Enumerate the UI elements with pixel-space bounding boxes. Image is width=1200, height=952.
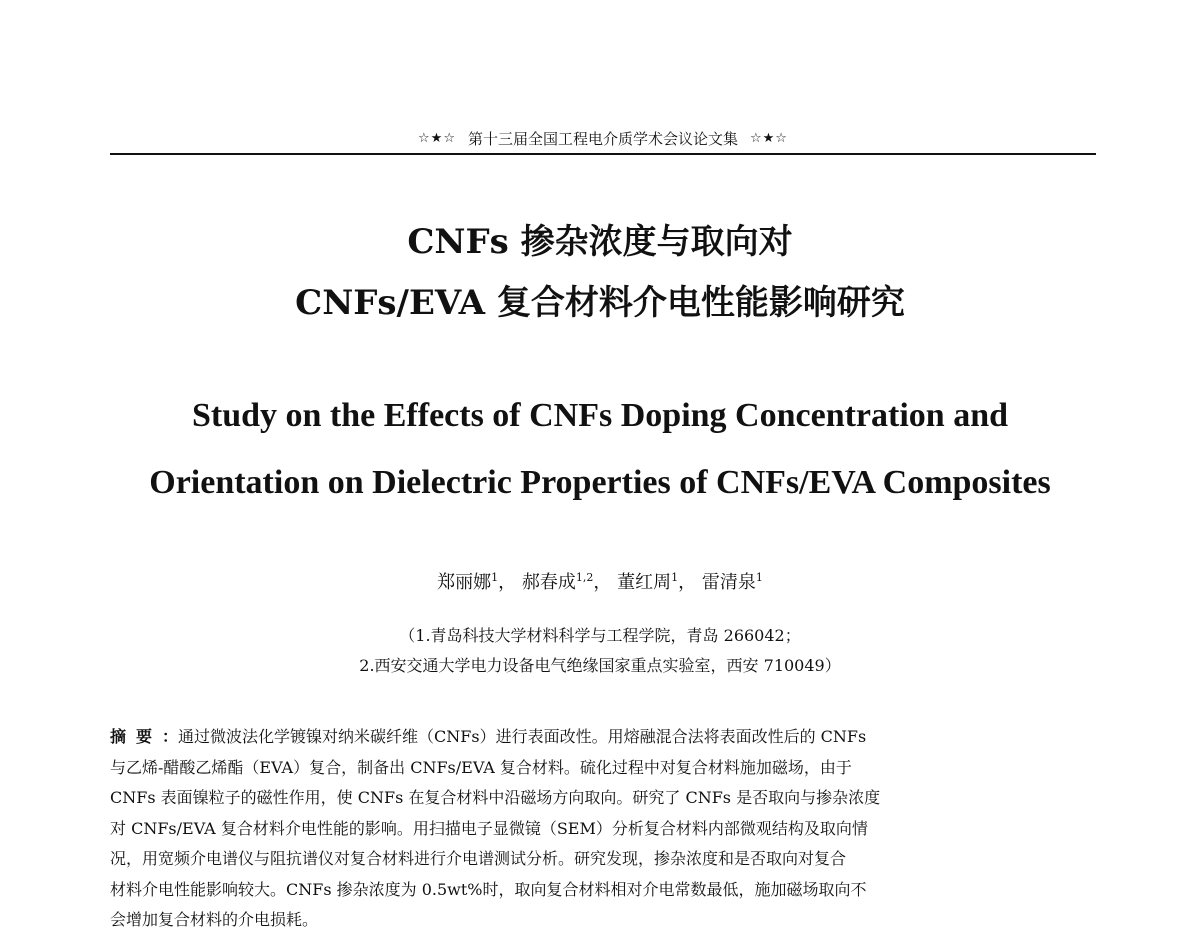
english-title-line-2: Orientation on Dielectric Properties of CNFs/EVA Composites bbox=[149, 464, 1051, 501]
abstract-line: 会增加复合材料的介电损耗。 bbox=[110, 910, 319, 929]
proceedings-title: 第十三届全国工程电介质学术会议论文集 bbox=[467, 130, 738, 148]
abstract-line: 对 CNFs/EVA 复合材料介电性能的影响。用扫描电子显微镜（SEM）分析复合材料内部微观结构及取向情 bbox=[110, 818, 868, 838]
abstract-label-colon: ： bbox=[162, 727, 179, 746]
header-stars-right: ☆★☆ bbox=[750, 131, 788, 146]
author-name: 雷清泉 bbox=[701, 572, 756, 593]
abstract-text: 通过微波法化学镀镍对纳米碳纤维（CNFs）进行表面改性。用熔融混合法将表面改性后的 CNFs bbox=[178, 727, 867, 746]
author-name: 董红周 bbox=[617, 572, 672, 593]
author-affiliation-mark: 1 bbox=[671, 571, 679, 584]
abstract-line: CNFs 表面镍粒子的磁性作用，使 CNFs 在复合材料中沿磁场方向取向。研究了 CNFs 是否取向与掺杂浓度 bbox=[110, 788, 881, 807]
author-affiliation-mark: 1 bbox=[491, 571, 499, 584]
author-name: 郑丽娜 bbox=[437, 572, 492, 593]
affiliation-line-1: （1.青岛科技大学材料科学与工程学院，青岛 266042； bbox=[399, 626, 801, 645]
running-header-content bbox=[418, 129, 788, 149]
header-stars-left: ☆★☆ bbox=[418, 131, 456, 146]
abstract-line: 况，用宽频介电谱仪与阻抗谱仪对复合材料进行介电谱测试分析。研究发现，掺杂浓度和是否取向对复合 bbox=[110, 849, 847, 868]
abstract bbox=[110, 722, 1096, 936]
abstract-label: 摘要 bbox=[110, 727, 163, 746]
english-title-line-1: Study on the Effects of CNFs Doping Concentration and bbox=[191, 397, 1009, 434]
author-name: 郝春成 bbox=[521, 572, 576, 593]
chinese-title-line-1: CNFs 掺杂浓度与取向对 bbox=[407, 222, 793, 262]
author-list: 郑丽娜$^1$， 郝春成$^{1,2}$， 董红周$^1$， 雷清泉$^1$ bbox=[437, 571, 763, 593]
affiliation-line-2: 2.西安交通大学电力设备电气绝缘国家重点实验室，西安 710049） bbox=[359, 656, 841, 675]
author-affiliation-mark: 1,2 bbox=[575, 571, 594, 584]
abstract-line bbox=[110, 722, 1096, 753]
chinese-title-line-2: CNFs/EVA 复合材料介电性能影响研究 bbox=[295, 283, 905, 323]
abstract-line: 材料介电性能影响较大。CNFs 掺杂浓度为 0.5wt%时，取向复合材料相对介电常数最低，施加磁场取向不 bbox=[110, 879, 867, 899]
running-header bbox=[110, 127, 1096, 155]
author-affiliation-mark: 1 bbox=[755, 571, 763, 584]
abstract-line: 与乙烯-醋酸乙烯酯（EVA）复合，制备出 CNFs/EVA 复合材料。硫化过程中对复合材料施加磁场，由于 bbox=[110, 757, 852, 777]
